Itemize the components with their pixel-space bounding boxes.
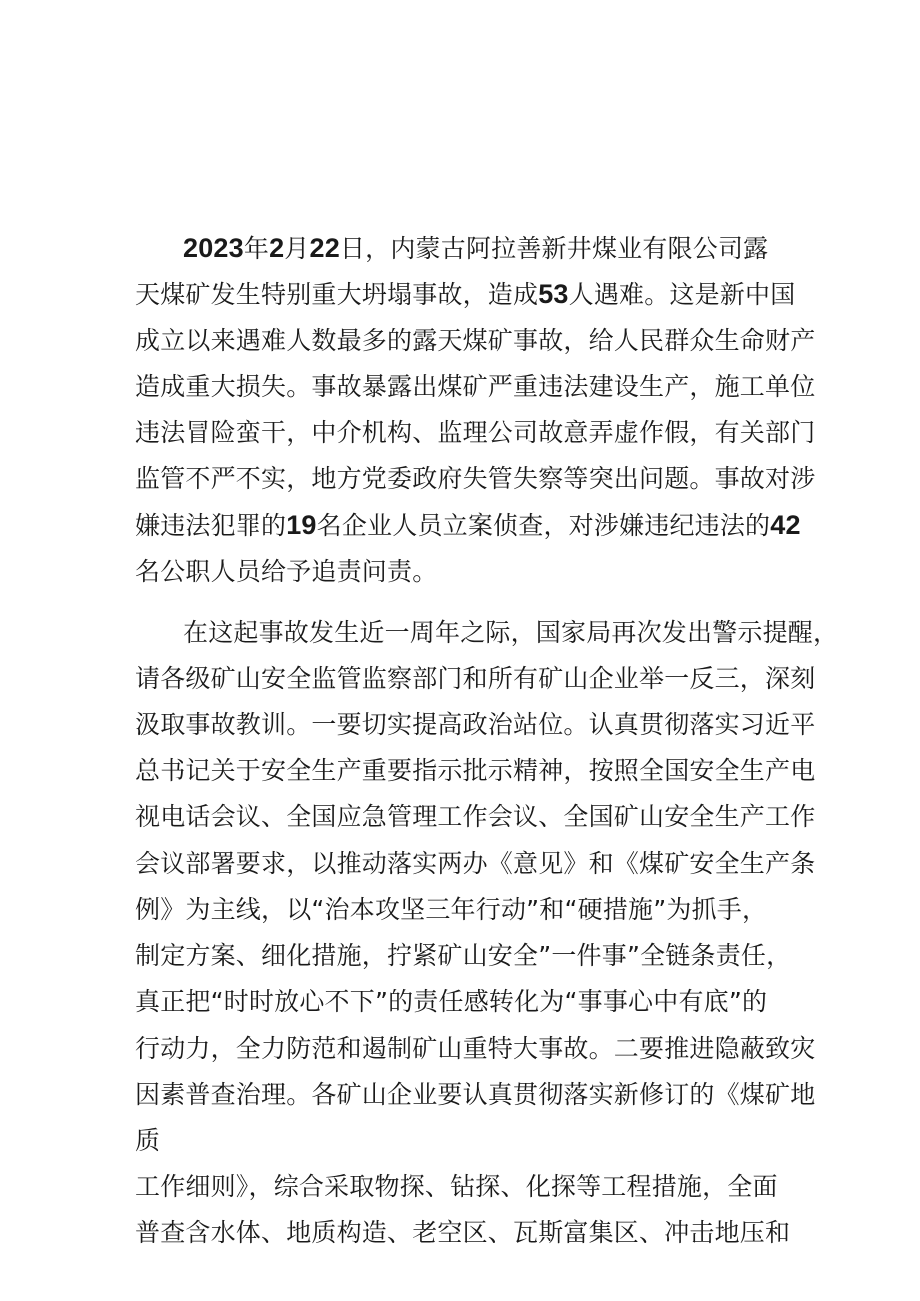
line-text: 在这起事故发生近一周年之际，国家局再次发出警示提醒， [183,618,839,647]
numeral-text: 22 [309,233,340,263]
numeral-text: 42 [770,510,801,540]
line-text: 制定方案、细化措施，拧紧矿山安全”一件事”全链条责任， [135,941,792,970]
numeral-text: 2 [269,233,285,263]
text-line [135,553,437,591]
numeral-text: 53 [538,279,569,309]
text-line [135,845,815,883]
line-text: 年 [243,234,270,263]
text-line [183,229,768,268]
line-text: 工作细则》，综合采取物探、钻探、化探等工程措施，全面 [135,1172,778,1201]
numeral-text: 19 [286,510,317,540]
line-text: 嫌违法犯罪的 [135,511,287,540]
line-text: 日，内蒙古阿拉善新井煤业有限公司露 [339,234,769,263]
line-text: 汲取事故教训。一要切实提高政治站位。认真贯彻落实习近平 [135,710,816,739]
text-line [135,706,815,744]
text-line [135,1214,790,1252]
line-text: 行动力，全力防范和遏制矿山重特大事故。二要推进隐蔽致灾 [135,1034,816,1063]
text-line [135,1030,815,1068]
text-line [135,1076,815,1114]
line-text: 视电话会议、全国应急管理工作会议、全国矿山安全生产工作 [135,802,816,831]
line-text: 人遇难。这是新中国 [568,280,796,309]
line-text: 会议部署要求，以推动落实两办《意见》和《煤矿安全生产条 [135,849,816,878]
line-text: 普查含水体、地质构造、老空区、瓦斯富集区、冲击地压和 [135,1218,791,1247]
line-text: 天煤矿发生特别重大坍塌事故，造成 [135,280,539,309]
line-text: 成立以来遇难人数最多的露天煤矿事故，给人民群众生命财产 [135,326,816,355]
text-line [135,460,815,498]
text-line [135,1122,160,1160]
text-line [135,660,815,698]
line-text: 造成重大损失。事故暴露出煤矿严重违法建设生产，施工单位 [135,372,816,401]
text-line [135,798,815,836]
line-text: 请各级矿山安全监管监察部门和所有矿山企业举一反三，深刻 [135,664,816,693]
line-text: 例》为主线，以“治本攻坚三年行动”和“硬措施”为抓手， [135,895,768,924]
line-text: 名企业人员立案侦查，对涉嫌违纪违法的 [316,511,771,540]
text-line [135,414,815,452]
text-line [135,1168,778,1206]
line-text: 月 [284,234,310,263]
line-text: 总书记关于安全生产重要指示批示精神，按照全国安全生产电 [135,756,816,785]
text-line [135,983,767,1021]
text-line [183,614,838,652]
text-line [135,368,815,406]
numeral-text: 2023 [183,233,244,263]
line-text: 名公职人员给予追责问责。 [135,557,438,586]
text-line [135,891,767,929]
line-text: 监管不严不实，地方党委政府失管失察等突出问题。事故对涉 [135,464,816,493]
line-text: 真正把“时时放心不下”的责任感转化为“事事心中有底”的 [135,987,768,1016]
line-text: 违法冒险蛮干，中介机构、监理公司故意弄虚作假，有关部门 [135,418,816,447]
line-text: 质 [135,1126,161,1155]
text-line [135,937,791,975]
text-line [135,322,815,360]
text-line [135,506,801,545]
text-line [135,275,795,314]
line-text: 因素普查治理。各矿山企业要认真贯彻落实新修订的《煤矿地 [135,1080,816,1109]
text-line [135,752,815,790]
